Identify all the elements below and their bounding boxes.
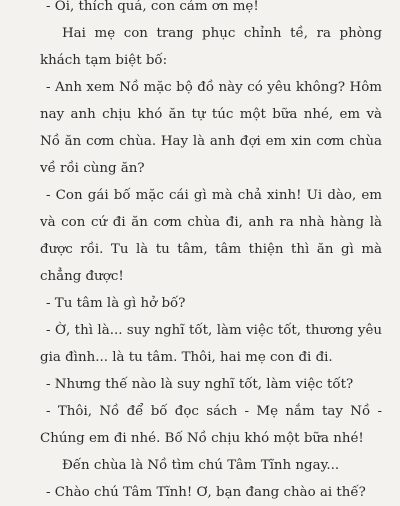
paragraph-1: - Ôi, thích quá, con cảm ơn mẹ! xyxy=(46,0,259,14)
paragraph-2: Hai mẹ con trang phục chỉnh tề, ra phòng khách tạm biệt bố: xyxy=(40,26,382,68)
paragraph-3: - Anh xem Nồ mặc bộ đồ này có yêu không? Hôm nay anh chịu khó ăn tự túc một bữa nhé, em và Nồ ăn cơm chùa. Hay là anh đợi em xin cơm chùa về rồi cùng ăn? xyxy=(40,80,382,176)
paragraph-4: - Con gái bố mặc cái gì mà chả xinh! Ui dào, em và con cứ đi ăn cơm chùa đi, anh ra nhà hàng là được rồi. Tu là tu tâm, tâm thiện thì ăn gì mà chẳng được! xyxy=(40,188,382,284)
paragraph-8: - Thôi, Nồ để bố đọc sách - Mẹ nắm tay Nồ - Chúng em đi nhé. Bố Nồ chịu khó một bữa nhé! xyxy=(40,404,382,446)
paragraph-6: - Ờ, thì là... suy nghĩ tốt, làm việc tốt, thương yêu gia đình... là tu tâm. Thôi, hai mẹ con đi đi. xyxy=(40,323,382,365)
paragraph-10: - Chào chú Tâm Tĩnh! Ơ, bạn đang chào ai thế? xyxy=(46,485,366,500)
paragraph-9: Đến chùa là Nồ tìm chú Tâm Tĩnh ngay... xyxy=(62,458,340,473)
paragraph-7: - Nhưng thế nào là suy nghĩ tốt, làm việc tốt? xyxy=(46,377,354,392)
paragraph-5: - Tu tâm là gì hở bố? xyxy=(46,296,186,311)
